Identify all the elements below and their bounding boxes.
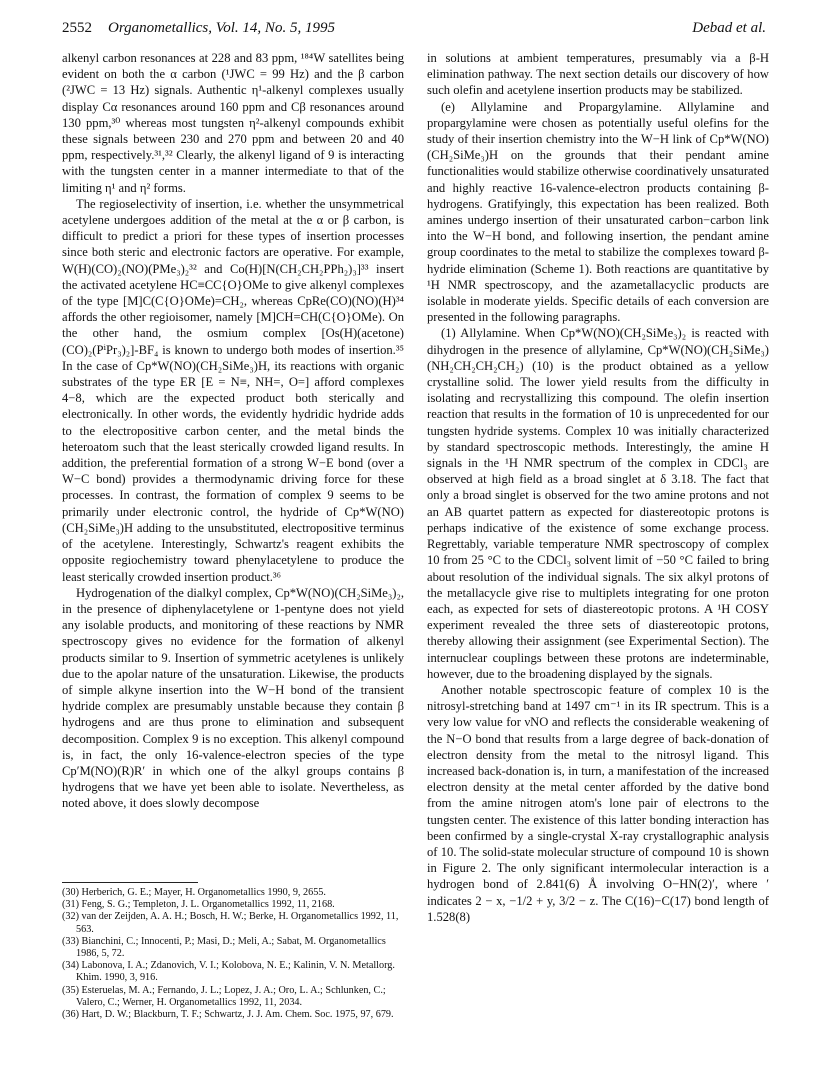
running-authors: Debad et al.: [692, 20, 766, 36]
footnote: (31) Feng, S. G.; Templeton, J. L. Organometallics 1992, 11, 2168.: [62, 899, 335, 911]
footnote: (34) Labonova, I. A.; Zdanovich, V. I.; Kolobova, N. E.; Kalinin, V. N. Metallorg. Khim. 1990, 3, 916.: [62, 960, 395, 984]
page-number: 2552: [62, 20, 92, 36]
footnote: (30) Herberich, G. E.; Mayer, H. Organometallics 1990, 9, 2655.: [62, 887, 326, 898]
paragraph: Another notable spectroscopic feature of complex 10 is the nitrosyl-stretching band at 1497 cm⁻¹ in its IR spectrum. This is a very low value for νNO and reflects the considerable weakening of the N−O bond that results from a large degree of back-donation of electron density from the metal to the nitrosyl ligand. This increased back-donation is, in turn, a manifestation of the increased electron density at the metal center afforded by the dative bond from the amine nitrogen atom's lone pair of electrons to the tungsten center. The existence of this latter bonding interaction has been confirmed by a single-crystal X-ray crystallographic analysis of 10. The solid-state molecular structure of compound 10 is shown in Figure 2. The only significant intermolecular interaction is a hydrogen bond of 2.841(6) Å involving O−HN(2)′, where ′ indicates 2 − x, −1/2 + y, 3/2 − z. The C(16)−C(17) bond length of 1.528(8): [427, 682, 769, 924]
paragraph: The regioselectivity of insertion, i.e. whether the unsymmetrical acetylene undergoes addition of the metal at the α or β carbon, is difficult to predict a priori for these types of insertion processes since both steric and electronic factors are operative. For example, W(H)(CO)₂(NO)(PMe₃)₂³² and Co(H)[N(CH₂CH₂PPh₂)₃]³³ insert the activated acetylene HC≡CC{O}OMe to give alkenyl complexes of the type [M]C(C{O}OMe)=CH₂, whereas CpRe(CO)(NO)(H)³⁴ affords the other regioisomer, namely [M]CH=CH(C{O}OMe). On the other hand, the osmium complex [Os(H)(acetone)(CO)₂(PⁱPr₃)₂]-BF₄ is known to undergo both modes of insertion.³⁵ In the case of Cp*W(NO)(CH₂SiMe₃)H, its reactions with organic substrates of the type ER [E = N≡, NH=, O=] afford complexes 4−8, which are the expected product both sterically and electronically. In other words, the evidently hydridic hydride adds to the electropositive carbon center, and the metal binds the heteroatom such that the least sterically crowded ligand results. In addition, the preferential formation of a strong W−E bond (over a W−C bond) provides a thermodynamic driving force for these processes. In contrast, the formation of complex 9 seems to be primarily under electronic control, the hydride of Cp*W(NO)(CH₂SiMe₃)H adding to the unsubstituted, electropositive terminus of the acetylene. Interestingly, Schwartz's reagent exhibits the opposite regiochemistry toward phenylacetylene to produce the least sterically crowded insertion product.³⁶: [62, 196, 404, 584]
paragraph: Hydrogenation of the dialkyl complex, Cp*W(NO)(CH₂SiMe₃)₂, in the presence of diphenylacetylene or 1-pentyne does not yield any isolable products, and monitoring of these reactions by NMR spectroscopy gives no evidence for the formation of alkenyl products similar to 9. Insertion of symmetric acetylenes is unlikely due to the apolar nature of the unsaturation. Likewise, the products of simple alkyne insertion into the W−H bond of the transient hydride complex are presumably unstable because they contain β hydrogens and are thus prone to elimination and subsequent decomposition. Complex 9 is no exception. This alkenyl compound is, in fact, the only 16-valence-electron species of the type Cp′M(NO)(R)R′ in which one of the alkyl groups contains β hydrogens that we have yet been able to isolate. Nevertheless, as noted above, it does slowly decompose: [62, 585, 404, 811]
paragraph: alkenyl carbon resonances at 228 and 83 ppm, ¹⁸⁴W satellites being evident on both the α carbon (¹JWC = 99 Hz) and the β carbon (²JWC = 13 Hz) signals. Authentic η¹-alkenyl complexes usually display Cα resonances around 160 ppm and Cβ resonances around 130 ppm,³⁰ whereas most tungsten η²-alkenyl compounds exhibit these signals between 230 and 270 ppm and between 20 and 40 ppm, respectively.³¹,³² Clearly, the alkenyl ligand of 9 is interacting with the tungsten center in a manner intermediate to that of the limiting η¹ and η² forms.: [62, 51, 404, 195]
journal-citation: Organometallics, Vol. 14, No. 5, 1995: [108, 20, 335, 36]
footnote-divider: [62, 882, 198, 883]
footnote: (33) Bianchini, C.; Innocenti, P.; Masi, D.; Meli, A.; Sabat, M. Organometallics 1986, 5, 72.: [62, 935, 386, 960]
right-column: [427, 50, 769, 925]
footnote: (32) van der Zeijden, A. A. H.; Bosch, H. W.; Berke, H. Organometallics 1992, 11, 563.: [62, 911, 399, 935]
running-header: [62, 20, 766, 40]
footnotes: [62, 882, 404, 1021]
subsection-paragraph: (1) Allylamine. When Cp*W(NO)(CH₂SiMe₃)₂ is reacted with dihydrogen in the presence of allylamine, Cp*W(NO)(CH₂SiMe₃)(NH₂CH₂CH₂CH₂) (10) is the product obtained as a yellow crystalline solid. The lower yield results from the difficulty in isolating and recrystallizing this compound. The olefin insertion reaction that results in the formation of 10 is unprecedented for our tungsten hydride systems. Complex 10 was initially characterized by standard spectroscopic methods. Interestingly, the amine H signals in the ¹H NMR spectrum of the complex in CDCl₃ are observed at high field as a broad singlet at δ 3.18. The fact that only a broad singlet is observed for the two amine protons and not an AB quartet pattern as expected for diastereotopic protons is perhaps indicative of the existence of some exchange process. Regrettably, variable temperature NMR spectroscopy of complex 10 from 25 °C to the CDCl₃ solvent limit of −50 °C failed to bring about resolution of the individual signals. The six alkyl protons of the metallacycle give rise to multiplets integrating for one proton each, as expected for sets of diastereotopic protons. A ¹H COSY experiment revealed the three sets of diastereotopic protons, thereby allowing their assignment (see Experimental Section). The internuclear couplings between these protons are indeterminable, however, due to the broadening displayed by the signals.: [427, 326, 769, 681]
footnote: (35) Esteruelas, M. A.; Fernando, J. L.; Lopez, J. A.; Oro, L. A.; Schlunken, C.; Valero, C.; Werner, H. Organometallics 1992, 11, 2034.: [62, 984, 386, 1008]
section-paragraph: (e) Allylamine and Propargylamine. Allylamine and propargylamine were chosen as potentially useful olefins for the study of their insertion chemistry into the W−H link of Cp*W(NO)(CH₂SiMe₃)H on the grounds that their pendant amine functionalities would stabilize otherwise coordinatively unsaturated and highly reactive 16-valence-electron products containing β-hydrogens. Gratifyingly, this expectation has been realized. Both amines undergo insertion of their unsaturated carbon−carbon link into the W−H bond, and following insertion, the pendant amine group coordinates to the metal to stabilize the complexes toward β-hydride elimination (Scheme 1). Both reactions are quantitative by ¹H NMR spectroscopy, and the azametallacyclic products are isolable in moderate yields. Specific details of each conversion are presented in the following paragraphs.: [427, 99, 769, 325]
paragraph: in solutions at ambient temperatures, presumably via a β-H elimination pathway. The next section details our discovery of how such olefin and acetylene insertion products may be stabilized.: [427, 51, 769, 98]
left-column: [62, 50, 404, 812]
footnote: (36) Hart, D. W.; Blackburn, T. F.; Schwartz, J. J. Am. Chem. Soc. 1975, 97, 679.: [62, 1009, 394, 1021]
